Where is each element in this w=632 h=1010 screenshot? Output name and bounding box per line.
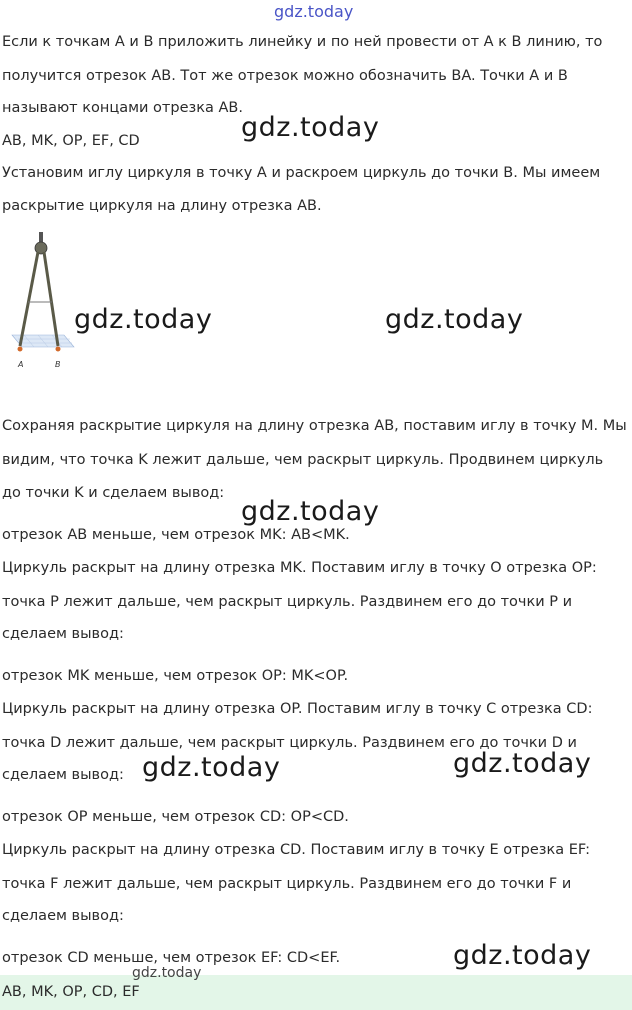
answer-line-segments: AB, MK, OP, EF, CD — [2, 133, 140, 149]
text-line-12: точка P лежит дальше, чем раскрыт циркуль. Раздвинем его до точки P и — [2, 594, 573, 610]
text-line-11: Циркуль раскрыт на длину отрезка MK. Поставим иглу в точку O отрезка OP: — [2, 560, 597, 576]
text-line-7: Сохраняя раскрытие циркуля на длину отрезка AB, поставим иглу в точку M. Мы — [2, 418, 627, 434]
watermark: gdz.today — [142, 752, 281, 783]
final-answer: AB, MK, OP, CD, EF — [2, 984, 140, 1000]
conclusion-ab-mk: отрезок AB меньше, чем отрезок MK: AB<MK. — [2, 527, 350, 543]
compass-figure — [8, 232, 78, 372]
site-logo: gdz.today — [274, 2, 354, 21]
text-line-15: Циркуль раскрыт на длину отрезка OP. Поставим иглу в точку C отрезка CD: — [2, 701, 593, 717]
watermark: gdz.today — [241, 496, 380, 527]
text-line-16: точка D лежит дальше, чем раскрыт циркуль. Раздвинем его до точки D и — [2, 735, 577, 751]
watermark: gdz.today — [241, 112, 380, 143]
text-line-19: Циркуль раскрыт на длину отрезка CD. Поставим иглу в точку E отрезка EF: — [2, 842, 590, 858]
text-line-3: называют концами отрезка AB. — [2, 100, 243, 116]
conclusion-cd-ef: отрезок CD меньше, чем отрезок EF: CD<EF. — [2, 950, 341, 966]
watermark: gdz.today — [453, 940, 592, 971]
watermark: gdz.today — [385, 304, 524, 335]
text-line-1: Если к точкам A и B приложить линейку и по ней провести от A к B линию, то — [2, 34, 603, 50]
watermark: gdz.today — [74, 304, 213, 335]
text-line-20: точка F лежит дальше, чем раскрыт циркуль. Раздвинем его до точки F и — [2, 876, 572, 892]
watermark: gdz.today — [453, 748, 592, 779]
watermark: gdz.today — [132, 965, 202, 981]
point-b-label: B — [55, 360, 61, 369]
text-line-9: до точки K и сделаем вывод: — [2, 485, 225, 501]
point-a-label: A — [18, 360, 24, 369]
conclusion-mk-op: отрезок MK меньше, чем отрезок OP: MK<OP. — [2, 668, 349, 684]
text-line-6: раскрытие циркуля на длину отрезка AB. — [2, 198, 322, 214]
text-line-13: сделаем вывод: — [2, 626, 124, 642]
text-line-21: сделаем вывод: — [2, 908, 124, 924]
text-line-2: получится отрезок AB. Тот же отрезок можно обозначить BA. Точки A и B — [2, 68, 568, 84]
text-line-17: сделаем вывод: — [2, 767, 124, 783]
conclusion-op-cd: отрезок OP меньше, чем отрезок CD: OP<CD. — [2, 809, 349, 825]
text-line-5: Установим иглу циркуля в точку A и раскроем циркуль до точки B. Мы имеем — [2, 165, 601, 181]
text-line-8: видим, что точка K лежит дальше, чем раскрыт циркуль. Продвинем циркуль — [2, 452, 604, 468]
